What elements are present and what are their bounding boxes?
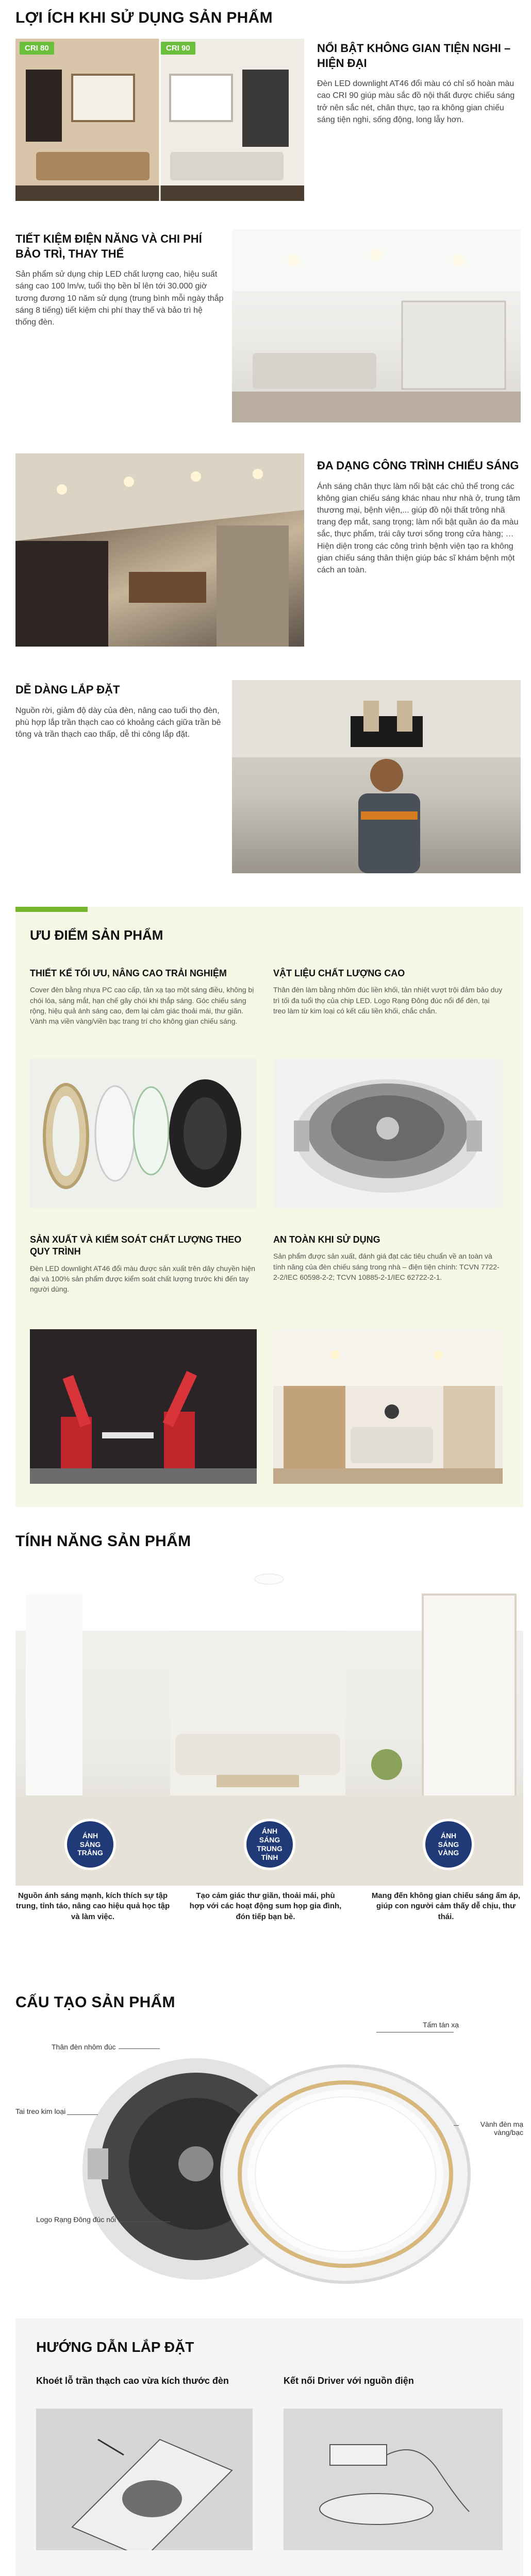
neutral-light-caption: Tạo cảm giác thư giãn, thoải mái, phù hợp với các hoạt động sum họp gia đình, đón tiếp bạn bè.	[189, 1891, 342, 1921]
bright-living-room-image	[232, 229, 521, 422]
factory-robots-image	[30, 1329, 257, 1484]
benefit-text: Ánh sáng chân thực làm nổi bật các chủ thể trong các không gian chiếu sáng khác nhau như nhà ở, trung tâm thương mại, bệnh viện,... giúp đồ nội thất trông nhã trang đẹp mắt, sang trọng; làm nổi bật quần áo đa màu sắc, thực phẩm, trái cây tươi sống trong cửa hàng; … Hiện diện trong các công trình bệnh viện tạo ra không gian chiếu sáng thân thiện giúp bác sĩ khám bệnh một cách an toàn.	[317, 482, 520, 574]
benefit-energy-saving	[15, 232, 224, 328]
warm-light-caption: Mang đến không gian chiếu sáng ấm áp, giúp con người cảm thấy dễ chịu, thư thái.	[371, 1891, 521, 1921]
installer-illustration	[232, 680, 521, 873]
benefit-easy-install	[15, 683, 224, 740]
benefit-text: Nguồn rời, giảm độ dày của đèn, nâng cao tuổi thọ đèn, phù hợp lắp trần thạch cao có khoảng cách giữa trần bê tông và trần thạch cao thấp, dễ thi công lắp đặt.	[15, 706, 221, 739]
benefit-diverse-projects	[317, 459, 521, 576]
benefits-section-title: LỢI ÍCH KHI SỬ DỤNG SẢN PHẨM	[15, 9, 273, 26]
advantage-text: Đèn LED downlight AT46 đổi màu được sản xuất trên dây chuyền hiện đại và 100% sản phẩm được kiểm soát chất lượng trước khi đến tay người dùng.	[30, 1264, 255, 1294]
hall-lights-illustration	[15, 453, 304, 647]
lamp-back-illustration	[273, 1059, 503, 1208]
installer-at-ceiling-image	[232, 680, 521, 873]
advantage-text: Cover đèn bằng nhựa PC cao cấp, tản xạ tạo một sáng điều, không bị chói lóa, sáng mắt, hạn chế gây chói khi thắp sáng. Góc chiếu sáng rộng, hiệu quả ánh sáng cao, đem lại cảm giác thoải mái, thư giãn. Vành mạ viền vàng/viền bạc trang trí cho không gian chiếu sáng.	[30, 986, 254, 1026]
spring-callout: Tai treo kim loại	[15, 2107, 66, 2115]
advantage-title: AN TOÀN KHI SỬ DỤNG	[273, 1234, 380, 1245]
lamp-structure-illustration	[15, 2020, 523, 2287]
benefit-title: TIẾT KIỆM ĐIỆN NĂNG VÀ CHI PHÍ BẢO TRÌ, THAY THẾ	[15, 232, 202, 260]
benefit-text: Đèn LED downlight AT46 đổi màu có chỉ số hoàn màu cao CRI 90 giúp màu sắc đồ nội thất được chiếu sáng trở nên sắc nét, chân thực, tạo ra không gian chiếu sáng tiện nghi, sống động, long lẫy hơn.	[317, 79, 515, 124]
advantage-text: Thân đèn làm bằng nhôm đúc liền khối, tản nhiệt vượt trội đảm bảo duy trì tối đa tuổi thọ của chip LED. Logo Rạng Đông đúc nổi để đèn, tại treo làm từ kim loại có kết cấu liền khối, chắc chắn.	[273, 986, 503, 1015]
lamp-back-image	[273, 1059, 503, 1208]
structure-diagram	[15, 2020, 523, 2287]
install-step-2	[284, 2375, 503, 2387]
install-section-title: HƯỚNG DẪN LẮP ĐẶT	[36, 2339, 194, 2355]
advantage-materials	[273, 968, 503, 1016]
install-step-title: Kết nối Driver với nguồn điện	[284, 2376, 414, 2386]
logo-callout: Logo Rạng Đông đúc nổi	[36, 2215, 116, 2224]
cut-hole-illustration	[36, 2409, 253, 2550]
benefit-title: DỄ DÀNG LẮP ĐẶT	[15, 683, 120, 696]
warm-light-badge: ÁNH SÁNG VÀNG	[423, 1819, 474, 1870]
body-callout: Thân đèn nhôm đúc	[52, 2043, 116, 2051]
commercial-space-image	[15, 453, 304, 647]
ceiling-lights-illustration	[232, 229, 521, 422]
benefit-title: NỔI BẬT KHÔNG GIAN TIỆN NGHI – HIỆN ĐẠI	[317, 42, 511, 70]
connect-driver-illustration	[284, 2409, 503, 2550]
cri-comparison-image	[15, 39, 304, 201]
advantage-safety	[273, 1234, 503, 1282]
cri-90-badge: CRI 90	[161, 42, 195, 55]
features-living-room-image	[15, 1564, 523, 1886]
benefit-modern-space	[317, 41, 521, 126]
spring-leader-line	[67, 2114, 98, 2115]
cri-80-badge: CRI 80	[20, 42, 54, 55]
exploded-parts-illustration	[30, 1059, 257, 1208]
features-section-title: TÍNH NĂNG SẢN PHẨM	[15, 1533, 191, 1550]
cut-hole-image	[36, 2409, 253, 2550]
advantages-section-title: ƯU ĐIỂM SẢN PHẨM	[30, 927, 163, 943]
advantage-text: Sản phẩm được sản xuất, đánh giá đạt các tiêu chuẩn về an toàn và tính năng của đèn chiếu sáng trong nhà – điện tiện chính: TCVN 7722-2-2/IEC 60598-2-2; TCVN 10885-2-1/IEC 62722-2-1.	[273, 1252, 500, 1281]
advantage-title: SẢN XUẤT VÀ KIỂM SOÁT CHẤT LƯỢNG THEO QUY TRÌNH	[30, 1234, 242, 1257]
advantage-title: VẬT LIỆU CHẤT LƯỢNG CAO	[273, 968, 405, 978]
advantage-title: THIẾT KẾ TỐI ƯU, NÂNG CAO TRẢI NGHIỆM	[30, 968, 227, 978]
advantages-panel	[15, 907, 523, 1507]
benefit-title: ĐA DẠNG CÔNG TRÌNH CHIẾU SÁNG	[317, 459, 519, 472]
neutral-light-badge: ÁNH SÁNG TRUNG TÍNH	[244, 1819, 295, 1870]
advantage-production	[30, 1234, 257, 1295]
family-room-illustration	[273, 1329, 503, 1484]
benefit-text: Sản phẩm sử dụng chip LED chất lượng cao, hiệu suất sáng cao 100 lm/w, tuổi thọ bền bỉ lên tới 30.000 giờ tương đương 10 năm sử dụng (trung bình mỗi ngày thắp sáng 8 tiếng) tiết kiệm chi phí thay thế và bảo trì hệ thống đèn.	[15, 270, 224, 327]
install-guide-panel	[15, 2318, 523, 2576]
install-step-1	[36, 2375, 253, 2387]
robot-arms-illustration	[30, 1329, 257, 1484]
family-room-image	[273, 1329, 503, 1484]
advantage-design	[30, 968, 257, 1027]
white-light-caption: Nguồn ánh sáng mạnh, kích thích sự tập trung, tỉnh táo, nâng cao hiệu quả học tập và làm việc.	[15, 1891, 170, 1921]
install-step-title: Khoét lỗ trần thạch cao vừa kích thước đèn	[36, 2376, 229, 2386]
accent-bar	[15, 907, 88, 912]
body-leader-line	[119, 2048, 160, 2049]
exploded-view-image	[30, 1059, 257, 1208]
rim-leader-line	[454, 2125, 459, 2126]
structure-section-title: CẤU TẠO SẢN PHẨM	[15, 1994, 175, 2011]
connect-driver-image	[284, 2409, 503, 2550]
living-room-illustration	[15, 39, 304, 201]
white-light-badge: ÁNH SÁNG TRẮNG	[64, 1819, 116, 1870]
rim-callout: Vành đèn mạ vàng/bạc	[480, 2120, 523, 2137]
diffuser-callout: Tấm tán xạ	[423, 2021, 459, 2029]
